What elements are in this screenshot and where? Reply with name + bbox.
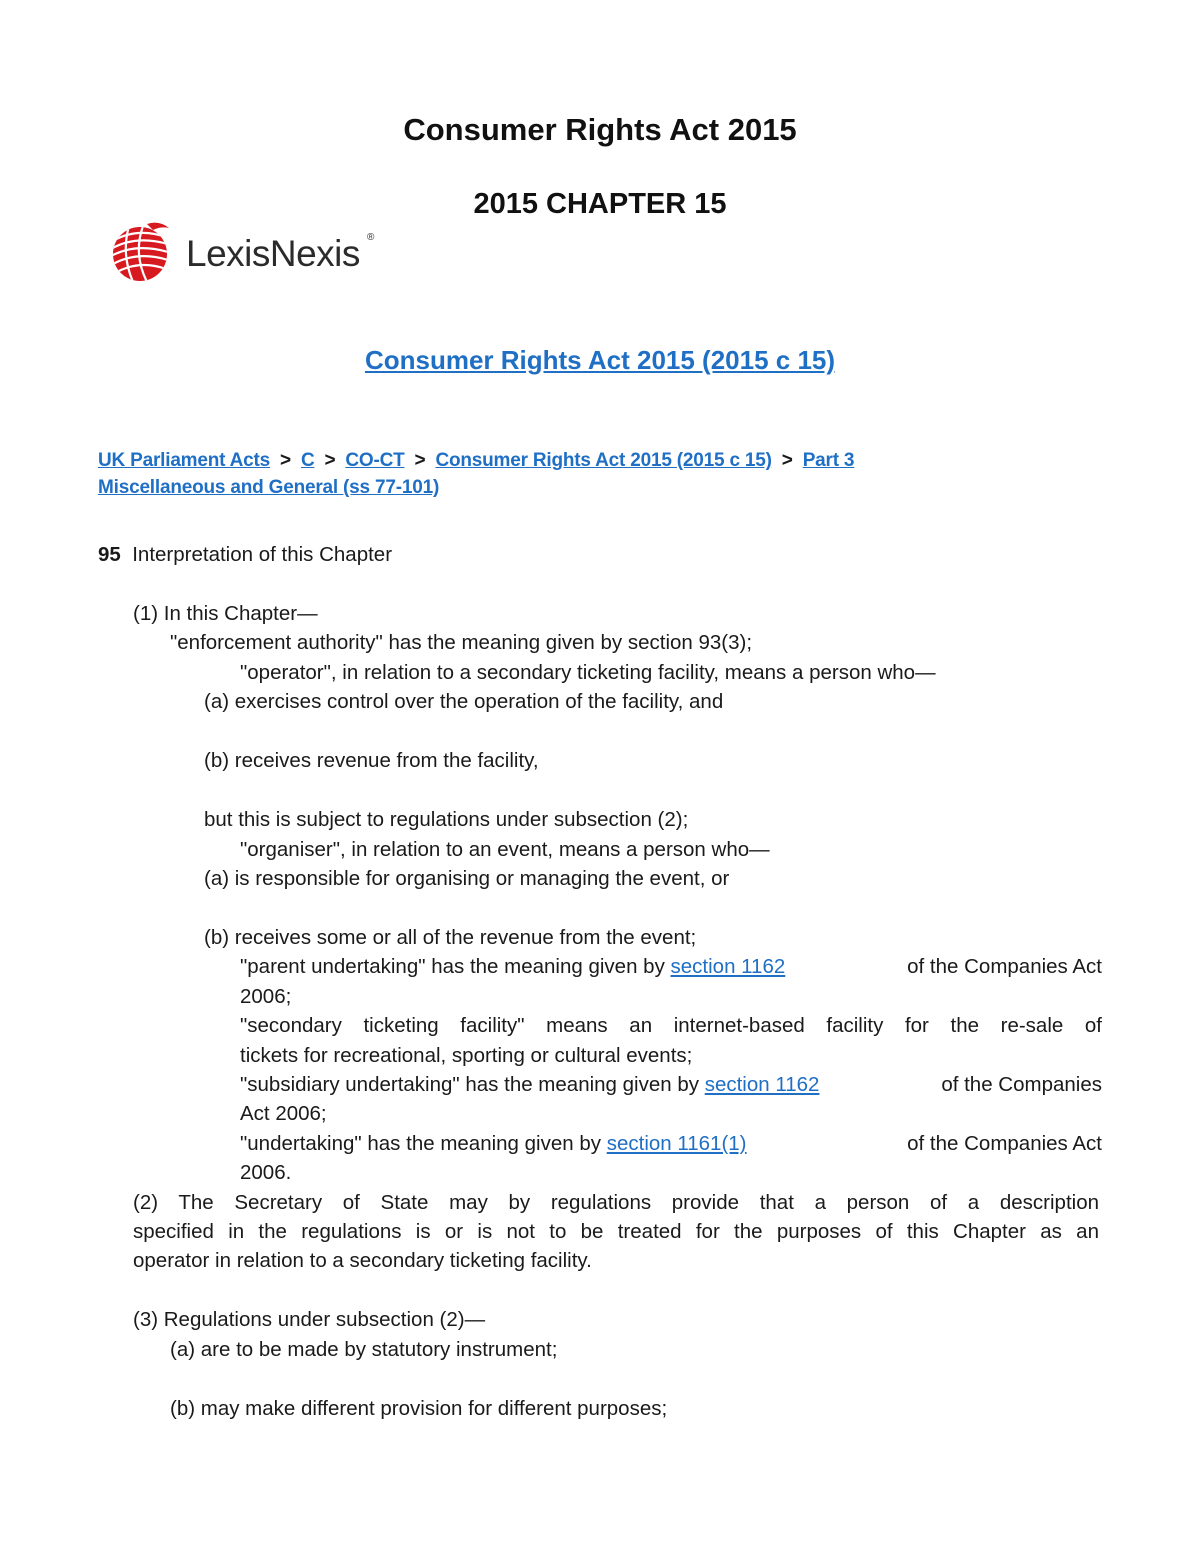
subsection-2-line-2: specified in the regulations is or is not to be treated for the purposes of this Chapter as an bbox=[133, 1220, 1099, 1243]
subsection-2-line-1: (2) The Secretary of State may by regulations provide that a person of a description bbox=[133, 1191, 1099, 1214]
definition-text: of the Companies bbox=[941, 1073, 1102, 1096]
definition-undertaking-year: 2006. bbox=[240, 1161, 292, 1184]
breadcrumb-separator: > bbox=[781, 450, 793, 471]
document-link[interactable]: Consumer Rights Act 2015 (2015 c 15) bbox=[364, 345, 836, 375]
definition-parent-undertaking bbox=[240, 952, 1102, 982]
definition-secondary-ticketing-facility-cont: tickets for recreational, sporting or cultural events; bbox=[240, 1044, 693, 1067]
breadcrumb-separator: > bbox=[414, 450, 426, 471]
breadcrumb-uk-parliament-acts[interactable]: UK Parliament Acts bbox=[98, 450, 271, 471]
organiser-item-a: (a) is responsible for organising or managing the event, or bbox=[204, 867, 730, 890]
operator-item-b: (b) receives revenue from the facility, bbox=[204, 749, 539, 772]
lexisnexis-logo bbox=[107, 218, 382, 284]
subsection-3-item-b: (b) may make different provision for different purposes; bbox=[170, 1397, 668, 1420]
subsection-2-line-3: operator in relation to a secondary ticketing facility. bbox=[133, 1249, 592, 1272]
definition-organiser: "organiser", in relation to an event, means a person who— bbox=[240, 838, 770, 861]
definition-text: "subsidiary undertaking" has the meaning given by section 1162 bbox=[240, 1073, 820, 1096]
breadcrumb-miscellaneous-and-general[interactable]: Miscellaneous and General (ss 77-101) bbox=[98, 477, 440, 498]
definition-subsidiary-undertaking bbox=[240, 1070, 1102, 1100]
definition-text: "parent undertaking" has the meaning given by section 1162 bbox=[240, 955, 786, 978]
section-title: Interpretation of this Chapter bbox=[132, 543, 393, 566]
chapter-heading: 2015 CHAPTER 15 bbox=[473, 188, 727, 220]
breadcrumb-part-3[interactable]: Part 3 bbox=[802, 450, 855, 471]
document-link-row bbox=[0, 341, 1200, 379]
definition-parent-year: 2006; bbox=[240, 985, 292, 1008]
section-1162-link[interactable]: section 1162 bbox=[670, 955, 786, 978]
section-1161-1-link[interactable]: section 1161(1) bbox=[606, 1132, 747, 1155]
registered-mark: ® bbox=[367, 232, 375, 243]
subsection-3-item-a: (a) are to be made by statutory instrument; bbox=[170, 1338, 558, 1361]
definition-secondary-ticketing-facility: "secondary ticketing facility" means an internet-based facility for the re-sale of bbox=[240, 1014, 1102, 1037]
subsection-1-intro: (1) In this Chapter— bbox=[133, 602, 318, 625]
breadcrumb-separator: > bbox=[280, 450, 291, 471]
breadcrumb-line-2 bbox=[98, 474, 439, 501]
operator-item-a: (a) exercises control over the operation of the facility, and bbox=[204, 690, 724, 713]
document-title: Consumer Rights Act 2015 bbox=[403, 112, 797, 147]
definition-text: of the Companies Act bbox=[907, 955, 1102, 978]
definition-subsidiary-year: Act 2006; bbox=[240, 1102, 327, 1125]
section-heading bbox=[98, 540, 392, 570]
definition-enforcement-authority: "enforcement authority" has the meaning given by section 93(3); bbox=[170, 631, 753, 654]
subsection-3-intro: (3) Regulations under subsection (2)— bbox=[133, 1308, 486, 1331]
definition-operator: "operator", in relation to a secondary ticketing facility, means a person who— bbox=[240, 661, 936, 684]
definition-undertaking bbox=[240, 1129, 1102, 1159]
breadcrumb bbox=[98, 447, 854, 474]
definition-text: "undertaking" has the meaning given by section 1161(1) bbox=[240, 1132, 747, 1155]
operator-tail: but this is subject to regulations under subsection (2); bbox=[204, 808, 689, 831]
section-1162-link[interactable]: section 1162 bbox=[704, 1073, 820, 1096]
logo-wordmark: LexisNexis bbox=[186, 233, 360, 274]
organiser-item-b: (b) receives some or all of the revenue from the event; bbox=[204, 926, 697, 949]
lexisnexis-globe-icon bbox=[107, 218, 173, 284]
definition-text: of the Companies Act bbox=[907, 1132, 1102, 1155]
breadcrumb-separator: > bbox=[324, 450, 336, 471]
breadcrumb-c[interactable]: C bbox=[300, 450, 315, 471]
section-number: 95 bbox=[98, 543, 121, 566]
breadcrumb-co-ct[interactable]: CO-CT bbox=[345, 450, 405, 471]
breadcrumb-consumer-rights-act[interactable]: Consumer Rights Act 2015 (2015 c 15) bbox=[435, 450, 772, 471]
